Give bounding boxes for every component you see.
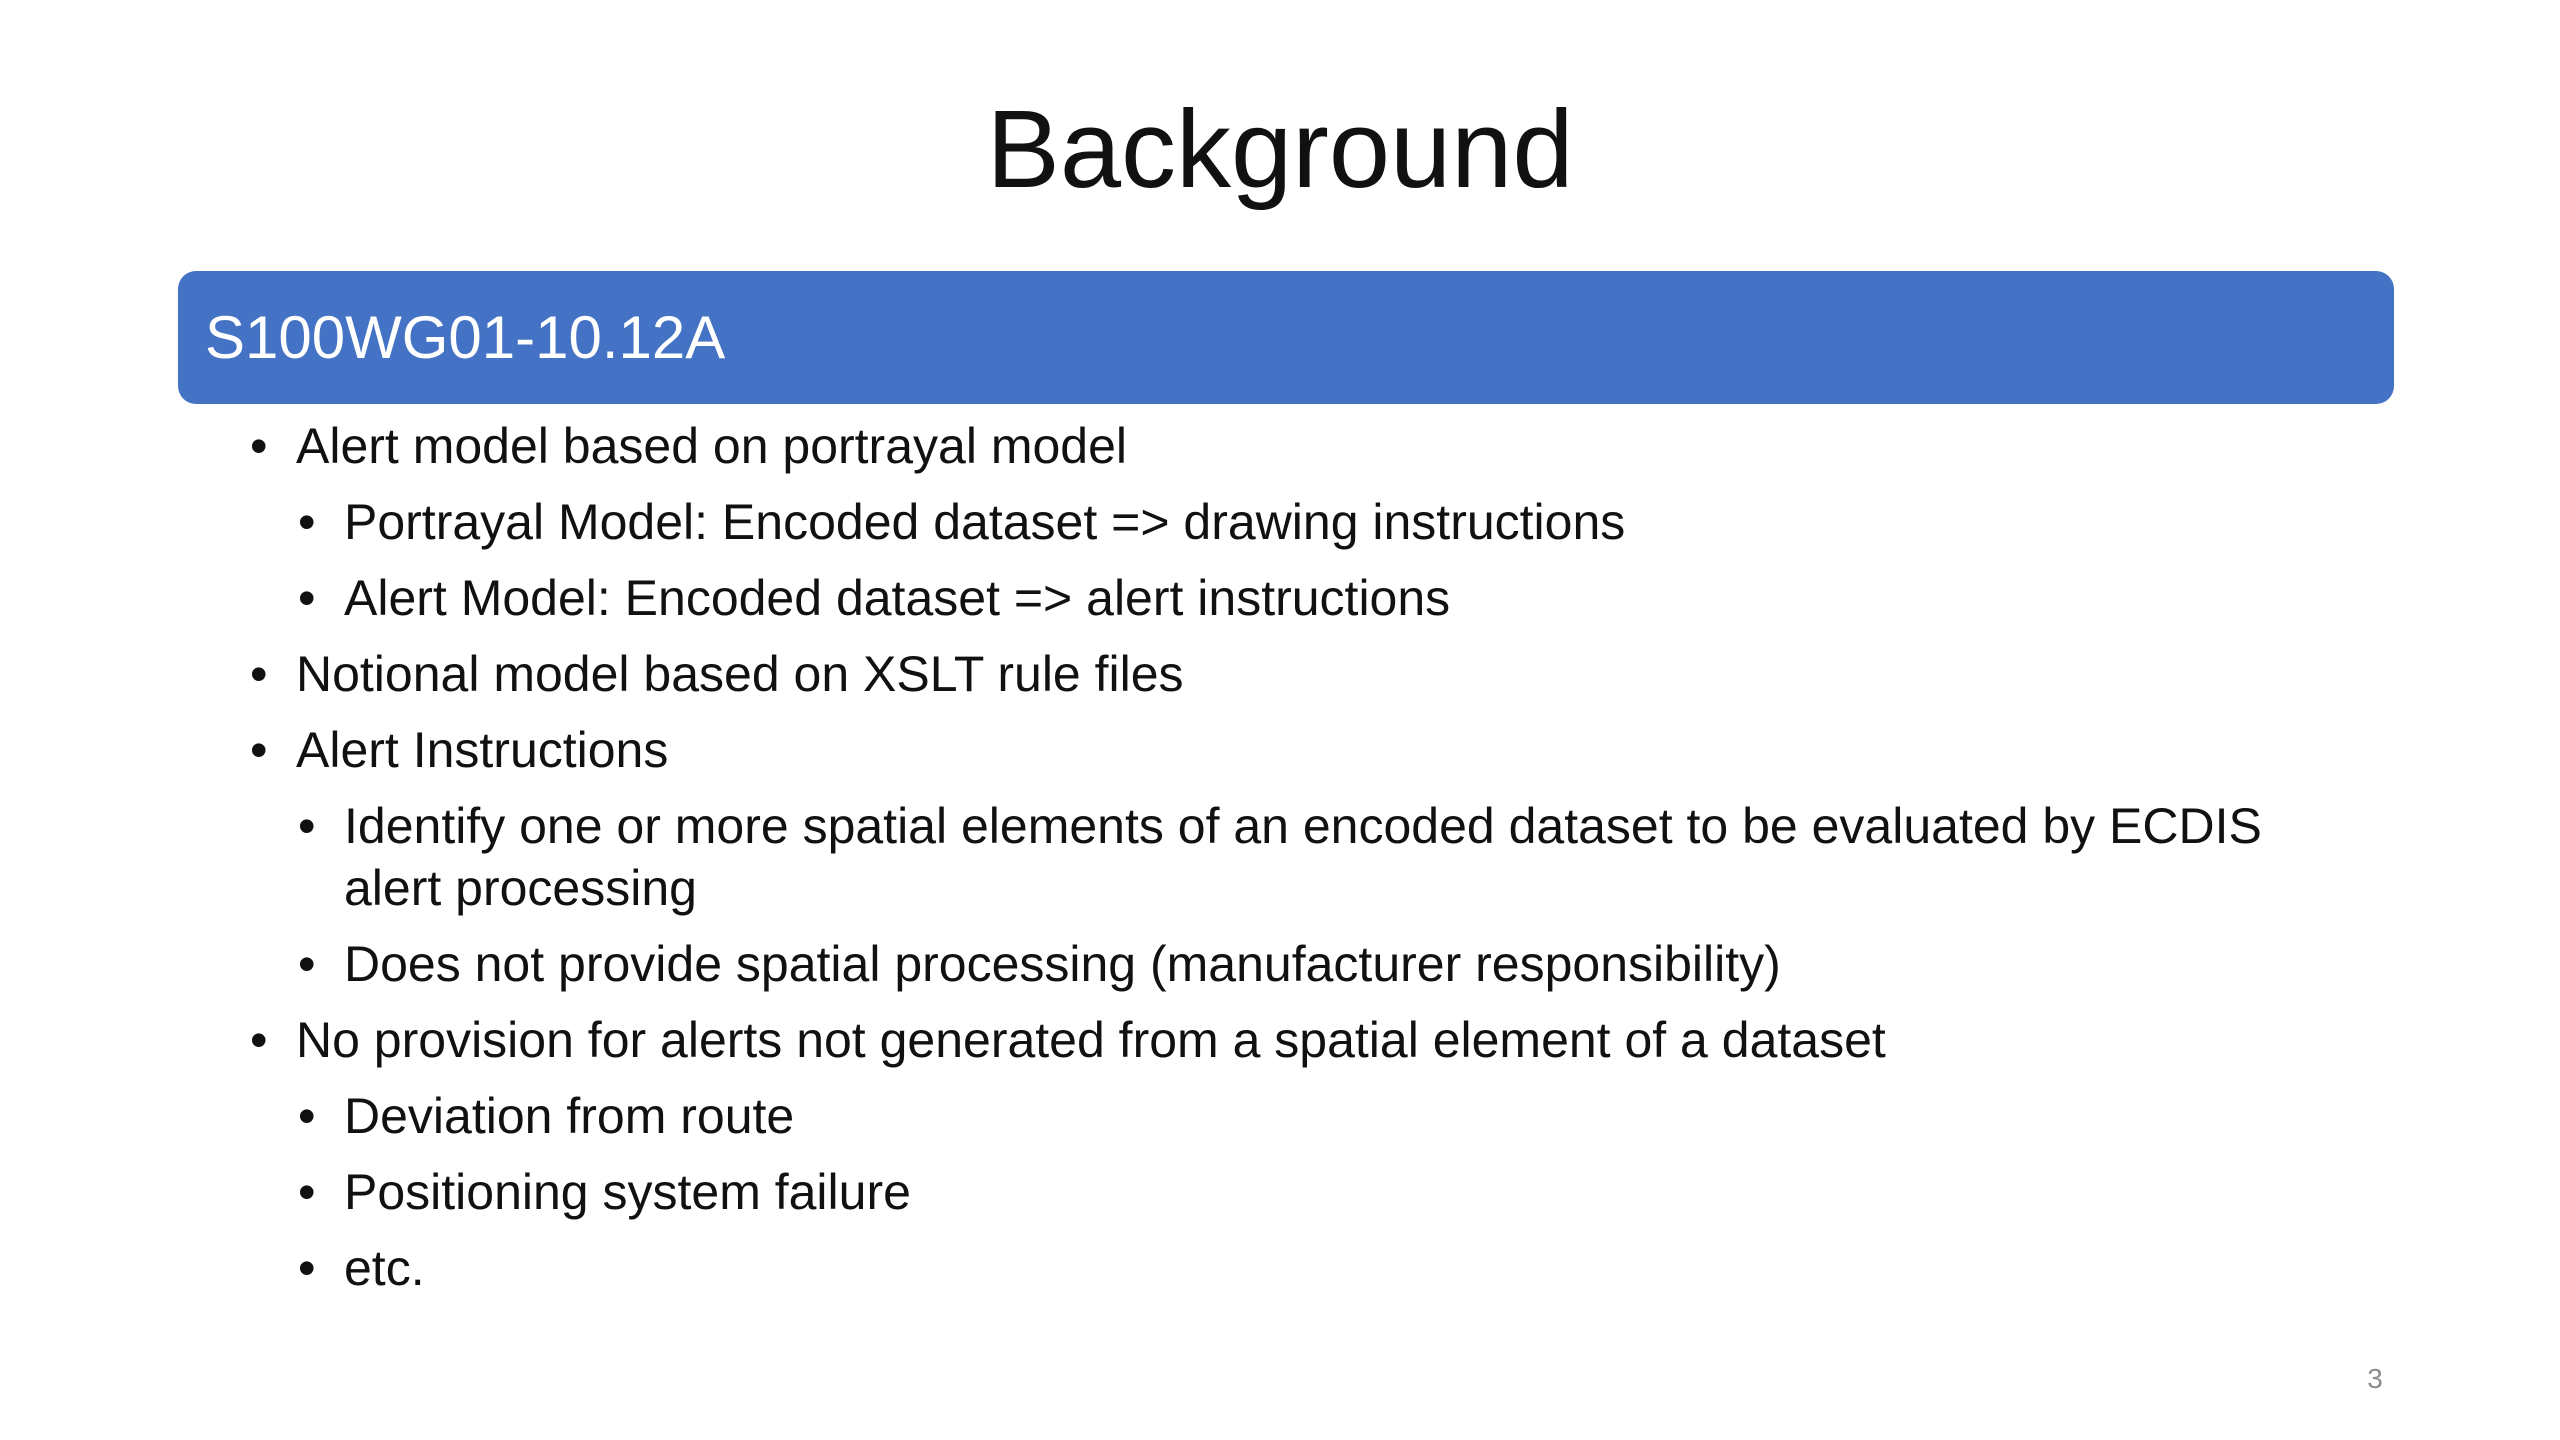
bullet-text: Deviation from route: [344, 1088, 795, 1144]
bullet-text: Alert model based on portrayal model: [296, 418, 1128, 474]
bullet-icon: •: [250, 418, 268, 474]
bullet-icon: •: [298, 936, 316, 992]
bullet-icon: •: [298, 1164, 316, 1220]
bullet-text: Alert Model: Encoded dataset => alert instructions: [344, 570, 1451, 626]
bullet-text: Portrayal Model: Encoded dataset => drawing instructions: [344, 494, 1626, 550]
bullet-text: Does not provide spatial processing (manufacturer responsibility): [344, 936, 1781, 992]
page-number: 3: [2367, 1363, 2383, 1394]
bullet-icon: •: [298, 570, 316, 626]
bullet-icon: •: [298, 1240, 316, 1296]
bullet-text: Alert Instructions: [296, 722, 669, 778]
bullet-icon: •: [298, 798, 316, 854]
bullet-text: Identify one or more spatial elements of an encoded dataset to be evaluated by ECDIS alert processing: [344, 798, 2262, 916]
bullet-icon: •: [298, 1088, 316, 1144]
bullet-text: No provision for alerts not generated from a spatial element of a dataset: [296, 1012, 1886, 1068]
bullet-icon: •: [250, 646, 268, 702]
bullet-text: etc.: [344, 1240, 425, 1296]
bullet-icon: •: [250, 722, 268, 778]
bullet-icon: •: [298, 494, 316, 550]
banner-text: S100WG01-10.12A: [205, 303, 726, 371]
bullet-text: Notional model based on XSLT rule files: [296, 646, 1184, 702]
bullet-text: Positioning system failure: [344, 1164, 911, 1220]
slide-title: Background: [986, 88, 1574, 211]
bullet-icon: •: [250, 1012, 268, 1068]
